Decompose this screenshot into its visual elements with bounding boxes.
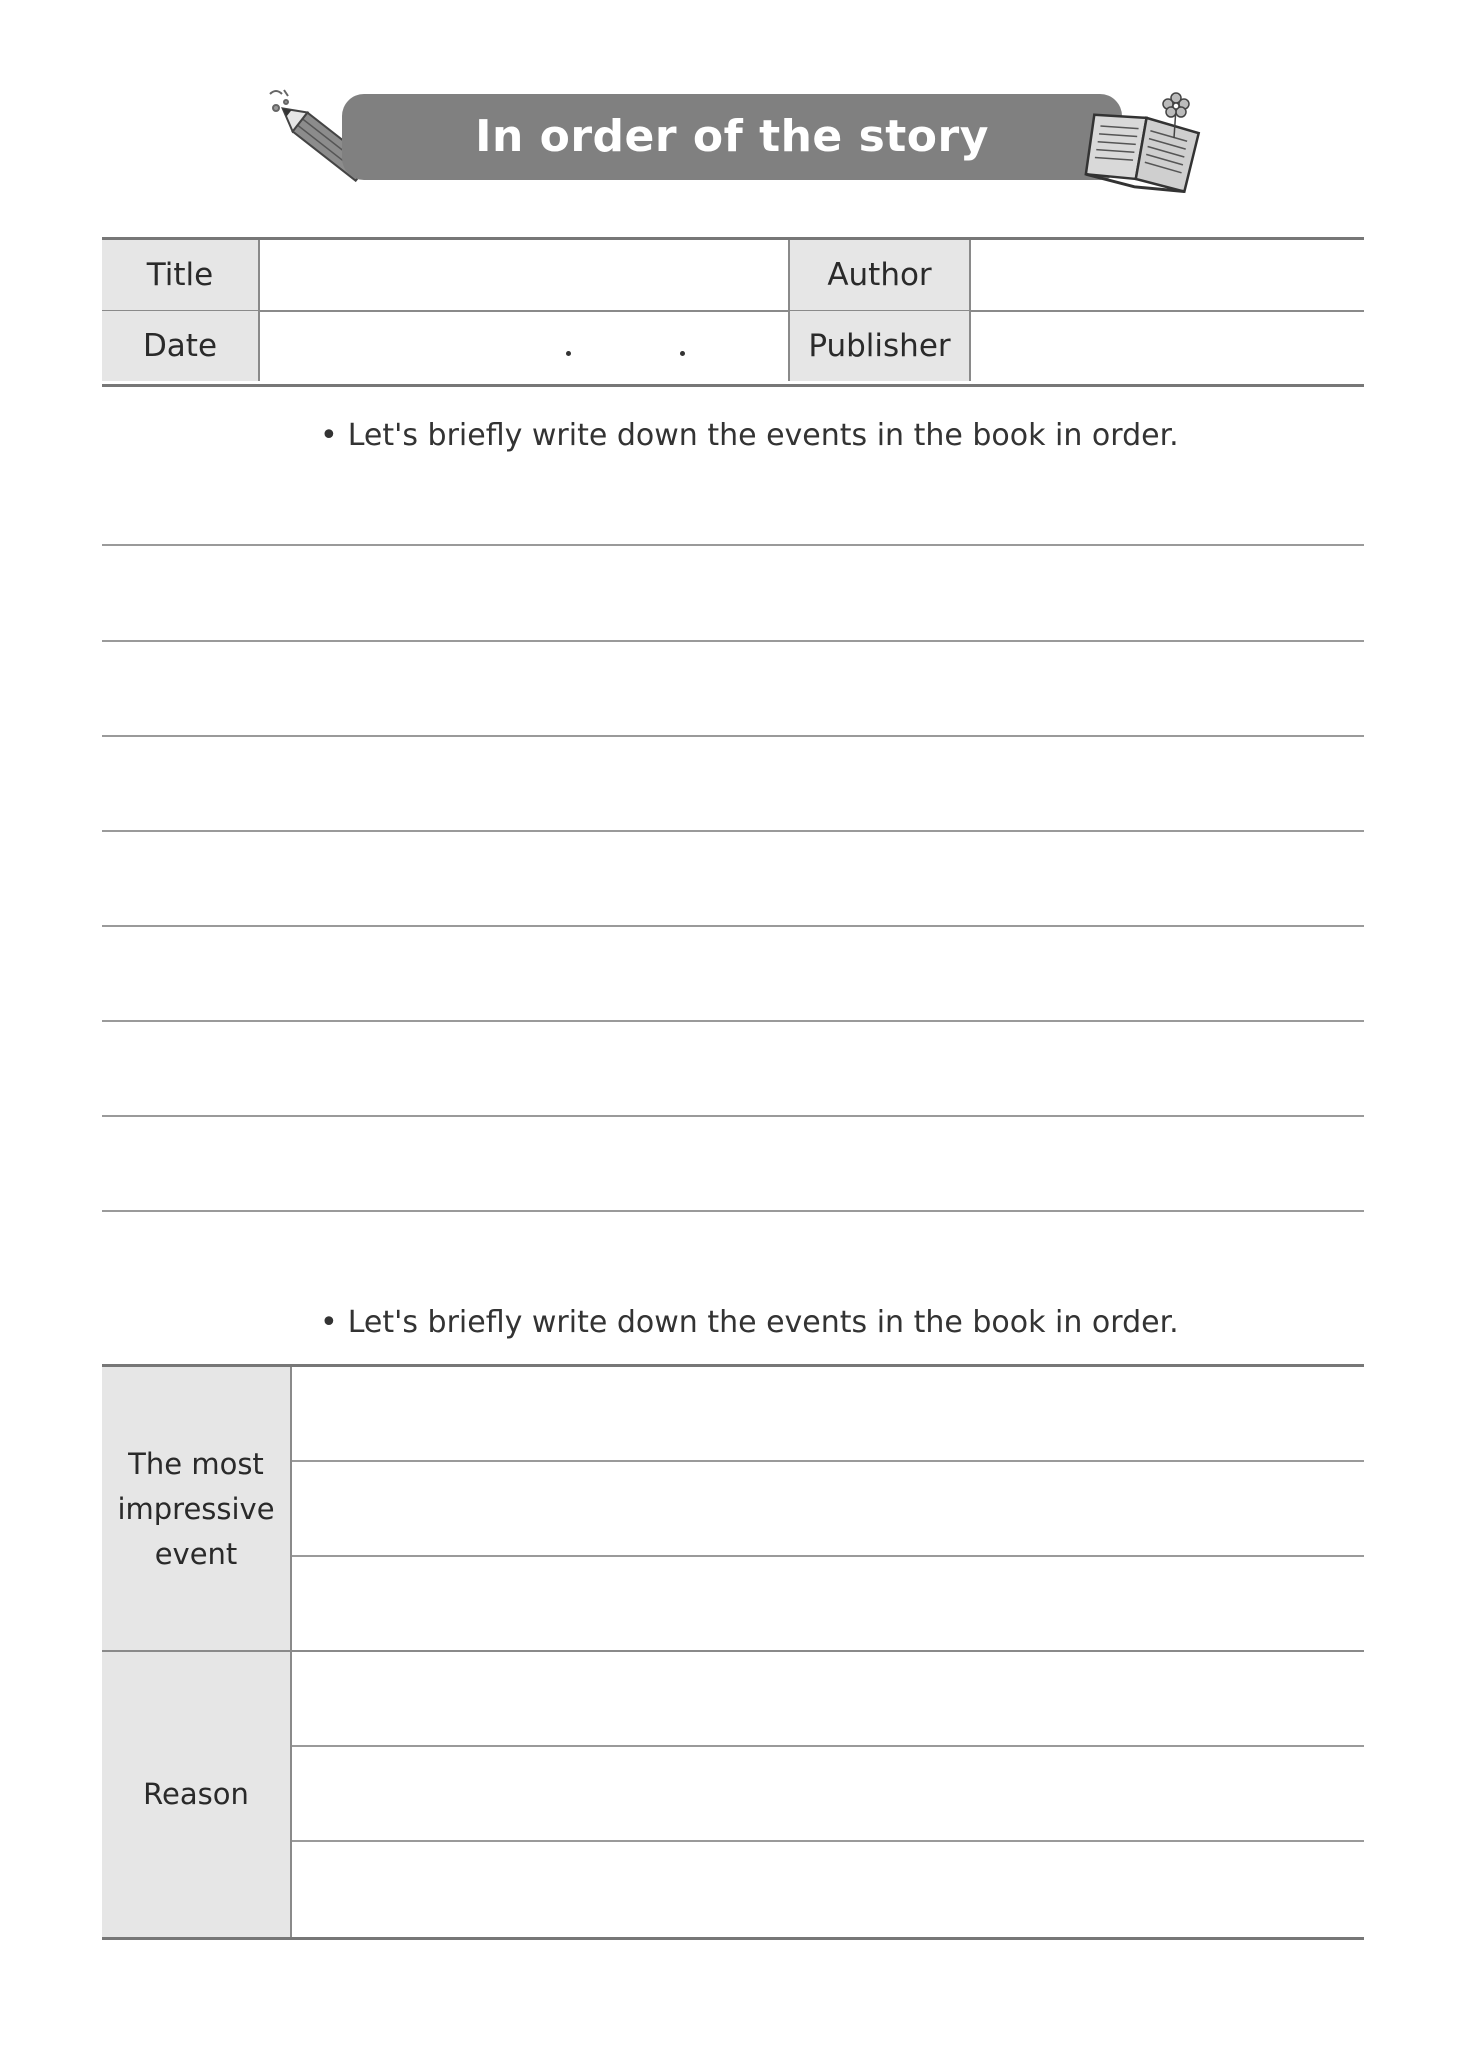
date-separator-dot	[566, 351, 571, 356]
reason-line[interactable]	[292, 1745, 1364, 1747]
impressive-event-label: The most impressive event	[102, 1367, 292, 1651]
writing-line[interactable]	[102, 640, 1364, 642]
publisher-label: Publisher	[790, 311, 971, 381]
title-label: Title	[102, 240, 260, 310]
writing-line[interactable]	[102, 735, 1364, 737]
date-label: Date	[102, 311, 260, 381]
info-row-date	[102, 311, 1364, 381]
info-row-title	[102, 240, 1364, 312]
date-separator-dot	[680, 351, 685, 356]
book-info-table	[102, 237, 1364, 387]
writing-line[interactable]	[102, 925, 1364, 927]
publisher-field[interactable]	[971, 311, 1364, 381]
writing-line[interactable]	[102, 544, 1364, 546]
page-title: In order of the story	[475, 111, 989, 162]
writing-line[interactable]	[102, 1210, 1364, 1212]
author-field[interactable]	[971, 240, 1364, 310]
bullet-icon: •	[320, 1305, 338, 1340]
header-banner	[262, 94, 1186, 228]
impressive-event-line[interactable]	[292, 1555, 1364, 1557]
reason-line[interactable]	[292, 1840, 1364, 1842]
table-divider	[102, 1650, 1364, 1652]
writing-line[interactable]	[102, 1115, 1364, 1117]
open-book-icon	[1080, 84, 1210, 194]
instruction-events-order	[320, 418, 1179, 453]
title-field[interactable]	[260, 240, 790, 310]
bullet-icon: •	[320, 418, 338, 453]
instruction-text: Let's briefly write down the events in the book in order.	[347, 418, 1179, 453]
writing-line[interactable]	[102, 1020, 1364, 1022]
writing-line[interactable]	[102, 830, 1364, 832]
instruction-text: Let's briefly write down the events in the book in order.	[347, 1305, 1179, 1340]
date-field[interactable]	[260, 311, 790, 381]
impressive-event-table	[102, 1364, 1364, 1940]
instruction-impressive-event	[320, 1305, 1179, 1340]
impressive-event-line[interactable]	[292, 1460, 1364, 1462]
reason-label: Reason	[102, 1651, 292, 1937]
author-label: Author	[790, 240, 971, 310]
